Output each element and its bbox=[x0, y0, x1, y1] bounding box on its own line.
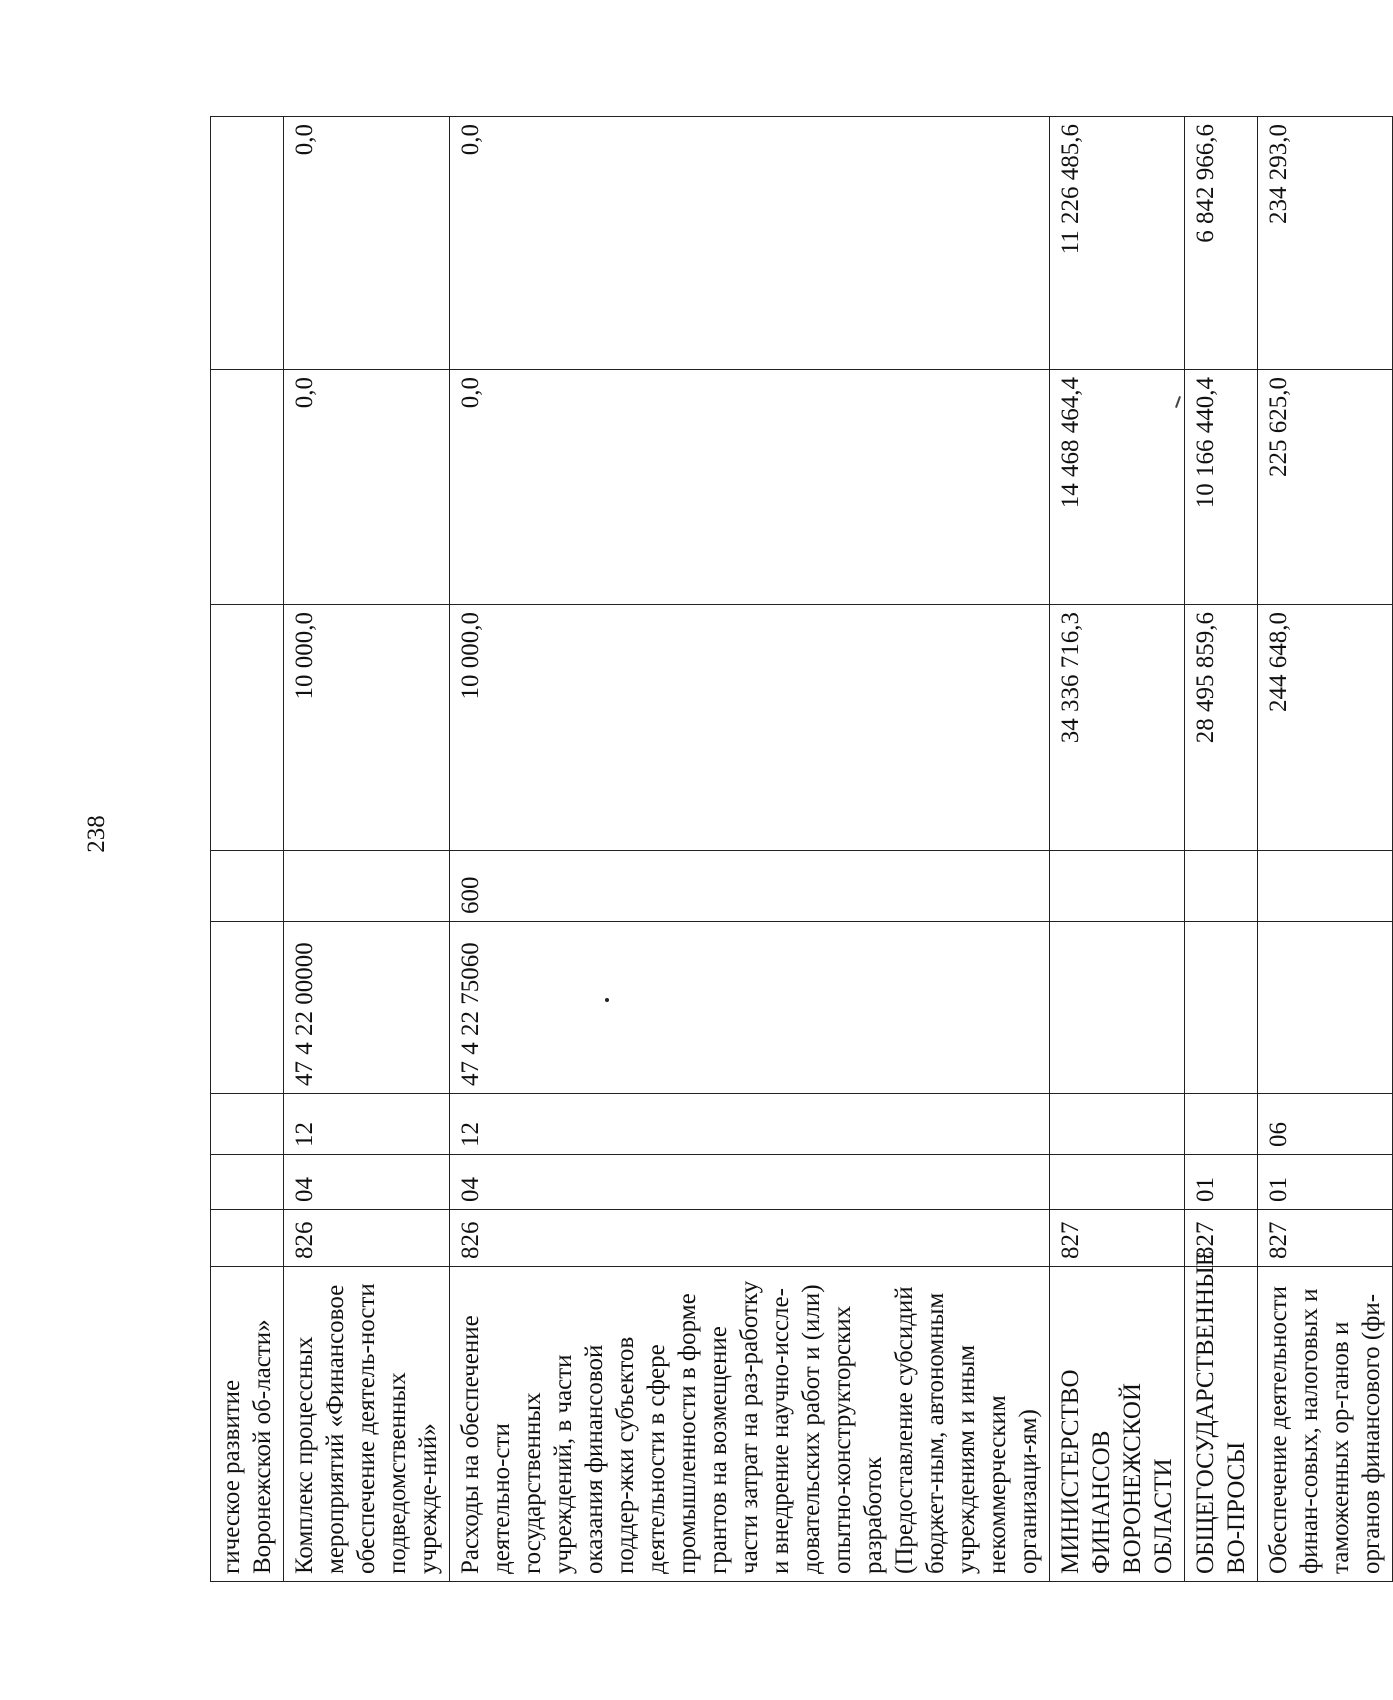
row-name: гическое развитие Воронежской об-ласти» bbox=[211, 1267, 284, 1582]
table-row bbox=[450, 117, 1050, 1582]
sum-3-cell: 6 842 966,6 bbox=[1185, 117, 1258, 370]
sum-3-cell: 234 293,0 bbox=[1258, 117, 1393, 370]
page-number: 238 bbox=[83, 815, 110, 853]
csr-cell: 47 4 22 75060 bbox=[450, 922, 1050, 1094]
row-name: ОБЩЕГОСУДАРСТВЕННЫЕ ВО-ПРОСЫ bbox=[1185, 1267, 1258, 1582]
pr-cell: 12 bbox=[284, 1094, 450, 1155]
sum-3-cell: 0,0 bbox=[450, 117, 1050, 370]
sum-2-cell: 0,0 bbox=[284, 370, 450, 605]
rz-cell: 04 bbox=[450, 1155, 1050, 1210]
sum-3-cell bbox=[211, 117, 284, 370]
grbs-cell: 826 bbox=[450, 1210, 1050, 1267]
table-row bbox=[1050, 117, 1185, 1582]
sum-2-cell: 10 166 440,4 bbox=[1185, 370, 1258, 605]
sum-2-cell: 225 625,0 bbox=[1258, 370, 1393, 605]
table-row bbox=[284, 117, 450, 1582]
row-name: Обеспечение деятельности финан-совых, налоговых и таможенных ор-ганов и органов финансового (фи- bbox=[1258, 1267, 1393, 1582]
table-row bbox=[1258, 117, 1393, 1582]
row-name: МИНИСТЕРСТВО ФИНАНСОВ ВОРОНЕЖСКОЙ ОБЛАСТИ bbox=[1050, 1267, 1185, 1582]
rz-cell: 04 bbox=[284, 1155, 450, 1210]
csr-cell bbox=[211, 922, 284, 1094]
vr-cell: 600 bbox=[450, 851, 1050, 922]
sum-3-cell: 0,0 bbox=[284, 117, 450, 370]
csr-cell bbox=[1185, 922, 1258, 1094]
vr-cell bbox=[1050, 851, 1185, 922]
sum-1-cell: 10 000,0 bbox=[284, 605, 450, 851]
pr-cell bbox=[1185, 1094, 1258, 1155]
scan-speck bbox=[605, 998, 609, 1002]
vr-cell bbox=[211, 851, 284, 922]
sum-1-cell: 10 000,0 bbox=[450, 605, 1050, 851]
table-row bbox=[1185, 117, 1258, 1582]
budget-table bbox=[210, 116, 1393, 1582]
rz-cell bbox=[211, 1155, 284, 1210]
grbs-cell: 827 bbox=[1258, 1210, 1393, 1267]
grbs-cell: 827 bbox=[1185, 1210, 1258, 1267]
csr-cell bbox=[1050, 922, 1185, 1094]
rz-cell: 01 bbox=[1185, 1155, 1258, 1210]
csr-cell: 47 4 22 00000 bbox=[284, 922, 450, 1094]
pr-cell: 12 bbox=[450, 1094, 1050, 1155]
sum-1-cell: 244 648,0 bbox=[1258, 605, 1393, 851]
rz-cell bbox=[1050, 1155, 1185, 1210]
sum-2-cell bbox=[211, 370, 284, 605]
sum-1-cell bbox=[211, 605, 284, 851]
pr-cell: 06 bbox=[1258, 1094, 1393, 1155]
grbs-cell: 827 bbox=[1050, 1210, 1185, 1267]
table-row bbox=[211, 117, 284, 1582]
rz-cell: 01 bbox=[1258, 1155, 1393, 1210]
grbs-cell bbox=[211, 1210, 284, 1267]
sum-2-cell: 0,0 bbox=[450, 370, 1050, 605]
vr-cell bbox=[1185, 851, 1258, 922]
sum-1-cell: 34 336 716,3 bbox=[1050, 605, 1185, 851]
pr-cell bbox=[1050, 1094, 1185, 1155]
sum-1-cell: 28 495 859,6 bbox=[1185, 605, 1258, 851]
csr-cell bbox=[1258, 922, 1393, 1094]
rotated-page-content bbox=[210, 117, 1385, 1582]
vr-cell bbox=[1258, 851, 1393, 922]
sum-3-cell: 11 226 485,6 bbox=[1050, 117, 1185, 370]
pr-cell bbox=[211, 1094, 284, 1155]
sum-2-cell: 14 468 464,4 bbox=[1050, 370, 1185, 605]
vr-cell bbox=[284, 851, 450, 922]
grbs-cell: 826 bbox=[284, 1210, 450, 1267]
row-name: Расходы на обеспечение деятельно-сти государственных учреждений, в части оказания финансовой поддер-жки субъектов деятельности в сфере промышленности в форме грантов на возмещение части затрат на раз-работку и внедрение научно-иссле-довательских работ и (или) опытно-конструкторских разработок (Предоставление субсидий бюджет-ным, автономным учреждениям и иным некоммерческим организаци-ям) bbox=[450, 1267, 1050, 1582]
row-name: Комплекс процессных мероприятий «Финансовое обеспечение деятель-ности подведомственных учрежде-ний» bbox=[284, 1267, 450, 1582]
